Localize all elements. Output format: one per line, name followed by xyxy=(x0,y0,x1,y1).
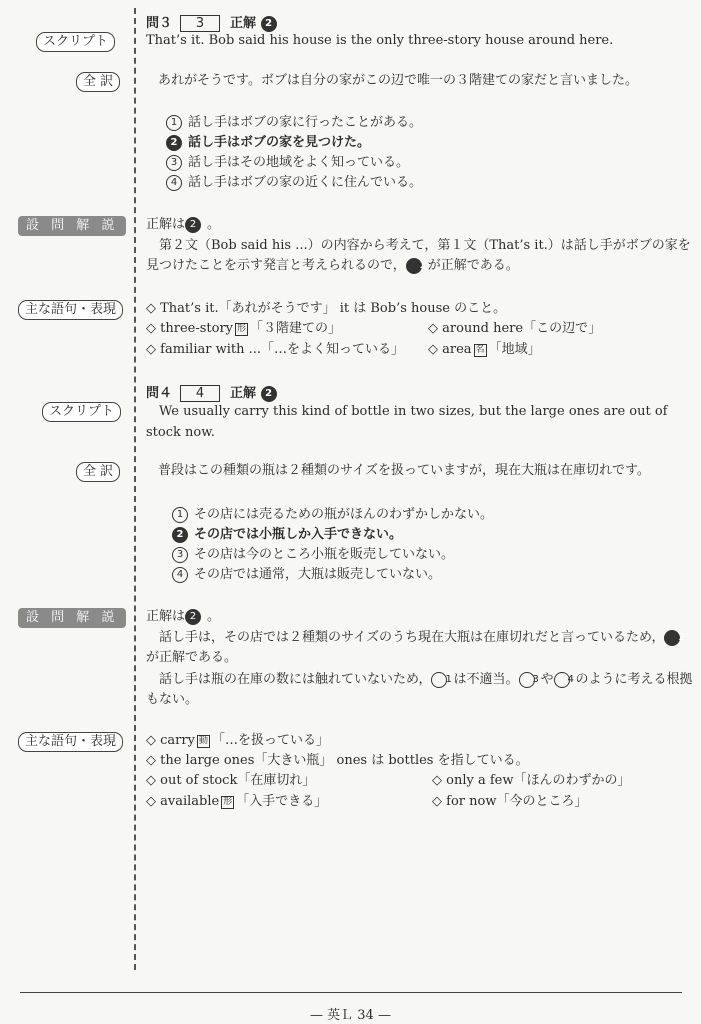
footer-rule xyxy=(20,992,682,993)
q3-explanation-first xyxy=(146,216,220,233)
q4-vocab-label: 主な語句・表現 xyxy=(18,732,123,752)
circle-number: 2 xyxy=(664,630,680,646)
q4-vocab-2: ◇ the large ones「大きい瓶」 ones は bottles を指している。 xyxy=(146,753,529,768)
q4-translation-text: 普段はこの種類の瓶は２種類のサイズを扱っていますが，現在大瓶は在庫切れです。 xyxy=(158,463,650,478)
circle-number: 4 xyxy=(554,672,570,688)
q4-explanation-first xyxy=(146,608,220,625)
text: が正解である。 xyxy=(146,650,238,665)
q4-script-label: スクリプト xyxy=(42,402,121,422)
text: が正解である。 xyxy=(427,258,519,273)
pos-tag: 形 xyxy=(237,324,247,334)
pos-tag: 動 xyxy=(198,736,208,746)
text: 話し手は瓶の在庫の数には触れていないため， xyxy=(159,672,432,687)
circle-number: 3 xyxy=(519,672,535,688)
text: 話し手は，その店では２種類のサイズのうち現在大瓶は在庫切れだと言っているため， xyxy=(159,630,665,645)
choice-number: 3 xyxy=(172,547,188,563)
q3-vocab-2 xyxy=(146,320,341,337)
choice-text: その店では通常，大瓶は販売していない。 xyxy=(194,567,442,582)
choice-number: 1 xyxy=(172,507,188,523)
q3-vocab-3: ◇ around here「この辺で」 xyxy=(428,321,602,336)
q3-translation-text: あれがそうです。ボブは自分の家がこの辺で唯一の３階建ての家だと言いました。 xyxy=(158,73,638,88)
choice-text: その店は今のところ小瓶を販売していない。 xyxy=(194,547,455,562)
q3-answer-label: 正解 xyxy=(230,16,257,31)
q3-choice xyxy=(166,114,422,131)
q3-explanation-body xyxy=(146,236,694,276)
q4-choice-correct xyxy=(172,526,402,543)
text: ◇ carry xyxy=(146,733,195,748)
choice-number: 2 xyxy=(166,135,182,151)
text: 第２文（Bob said his ...）の内容から考えて，第１文（That’s it.）は話し手がボブの家を見つけたことを示す発言と考えられるので， xyxy=(146,238,691,273)
q4-script-text: We usually carry this kind of bottle in two sizes, but the large ones are out of stock now. xyxy=(146,404,668,440)
text: は不適当。 xyxy=(453,672,519,687)
q4-vocab-6: ◇ for now「今のところ」 xyxy=(432,794,588,809)
q3-script-label: スクリプト xyxy=(36,32,115,52)
q4-vocab-4: ◇ only a few「ほんのわずかの」 xyxy=(432,773,631,788)
q4-vocab-3: ◇ out of stock「在庫切れ」 xyxy=(146,773,316,788)
choice-text: 話し手はボブの家を見つけた。 xyxy=(188,135,371,150)
q4-header xyxy=(146,382,283,402)
text: 「…を扱っている」 xyxy=(211,733,329,748)
q4-vocab-1 xyxy=(146,732,329,749)
circle-number: 1 xyxy=(431,672,447,688)
q4-answer-circle: 2 xyxy=(261,386,277,402)
text: ◇ area xyxy=(428,342,472,357)
text: 。 xyxy=(207,217,221,232)
circle-number: 2 xyxy=(185,609,201,625)
q3-vocab-4: ◇ familiar with ...「…をよく知っている」 xyxy=(146,342,405,357)
q4-choice xyxy=(172,566,441,583)
q4-answer-label: 正解 xyxy=(230,386,257,401)
choice-number: 1 xyxy=(166,115,182,131)
page-number: — 英Ｌ 34 — xyxy=(310,1008,391,1023)
text: や xyxy=(540,672,554,687)
q4-answer-box: 4 xyxy=(180,385,220,402)
choice-text: 話し手はボブの家の近くに住んでいる。 xyxy=(188,175,423,190)
text: のように考える根拠もない。 xyxy=(146,672,693,707)
q4-explanation-body-2 xyxy=(146,670,694,710)
pos-tag: 名 xyxy=(475,345,485,355)
circle-number: 2 xyxy=(185,217,201,233)
q4-explanation-body xyxy=(146,628,694,668)
circle-number: 2 xyxy=(406,258,422,274)
q3-vocab-1: ◇ That’s it.「あれがそうです」 it は Bob’s house のこと。 xyxy=(146,301,507,316)
q3-answer-circle: 2 xyxy=(261,16,277,32)
choice-number: 2 xyxy=(172,527,188,543)
choice-text: その店には売るための瓶がほんのわずかしかない。 xyxy=(194,507,494,522)
text: ◇ available xyxy=(146,794,220,809)
q3-choice xyxy=(166,174,422,191)
q3-answer-box: 3 xyxy=(180,15,220,32)
q3-vocab-label: 主な語句・表現 xyxy=(18,300,123,320)
choice-number: 4 xyxy=(172,567,188,583)
choice-number: 3 xyxy=(166,155,182,171)
q3-vocab-5 xyxy=(428,341,541,358)
q4-explanation-label: 設 問 解 説 xyxy=(18,608,126,628)
dashed-divider xyxy=(134,8,136,970)
text: 「入手できる」 xyxy=(236,794,328,809)
text: 正解は xyxy=(146,217,186,232)
q3-explanation-label: 設 問 解 説 xyxy=(18,216,126,236)
q4-choice xyxy=(172,506,493,523)
q3-choice-correct xyxy=(166,134,370,151)
choice-text: その店では小瓶しか入手できない。 xyxy=(194,527,403,542)
text: 正解は xyxy=(146,609,186,624)
q3-choice xyxy=(166,154,409,171)
text: 「３階建ての」 xyxy=(250,321,342,336)
choice-text: 話し手はその地域をよく知っている。 xyxy=(188,155,410,170)
text: 。 xyxy=(207,609,221,624)
q3-number: 問３ xyxy=(146,16,173,31)
text: 「地域」 xyxy=(488,342,541,357)
text: ◇ three-story xyxy=(146,321,234,336)
choice-text: 話し手はボブの家に行ったことがある。 xyxy=(188,115,423,130)
q3-script-text: That’s it. Bob said his house is the only three-story house around here. xyxy=(146,33,614,48)
q3-header xyxy=(146,12,283,32)
q4-choice xyxy=(172,546,454,563)
q4-vocab-5 xyxy=(146,793,327,810)
q3-translation-label: 全 訳 xyxy=(76,72,120,92)
q4-translation-label: 全 訳 xyxy=(76,462,120,482)
choice-number: 4 xyxy=(166,175,182,191)
pos-tag: 形 xyxy=(223,797,233,807)
q4-number: 問４ xyxy=(146,386,173,401)
